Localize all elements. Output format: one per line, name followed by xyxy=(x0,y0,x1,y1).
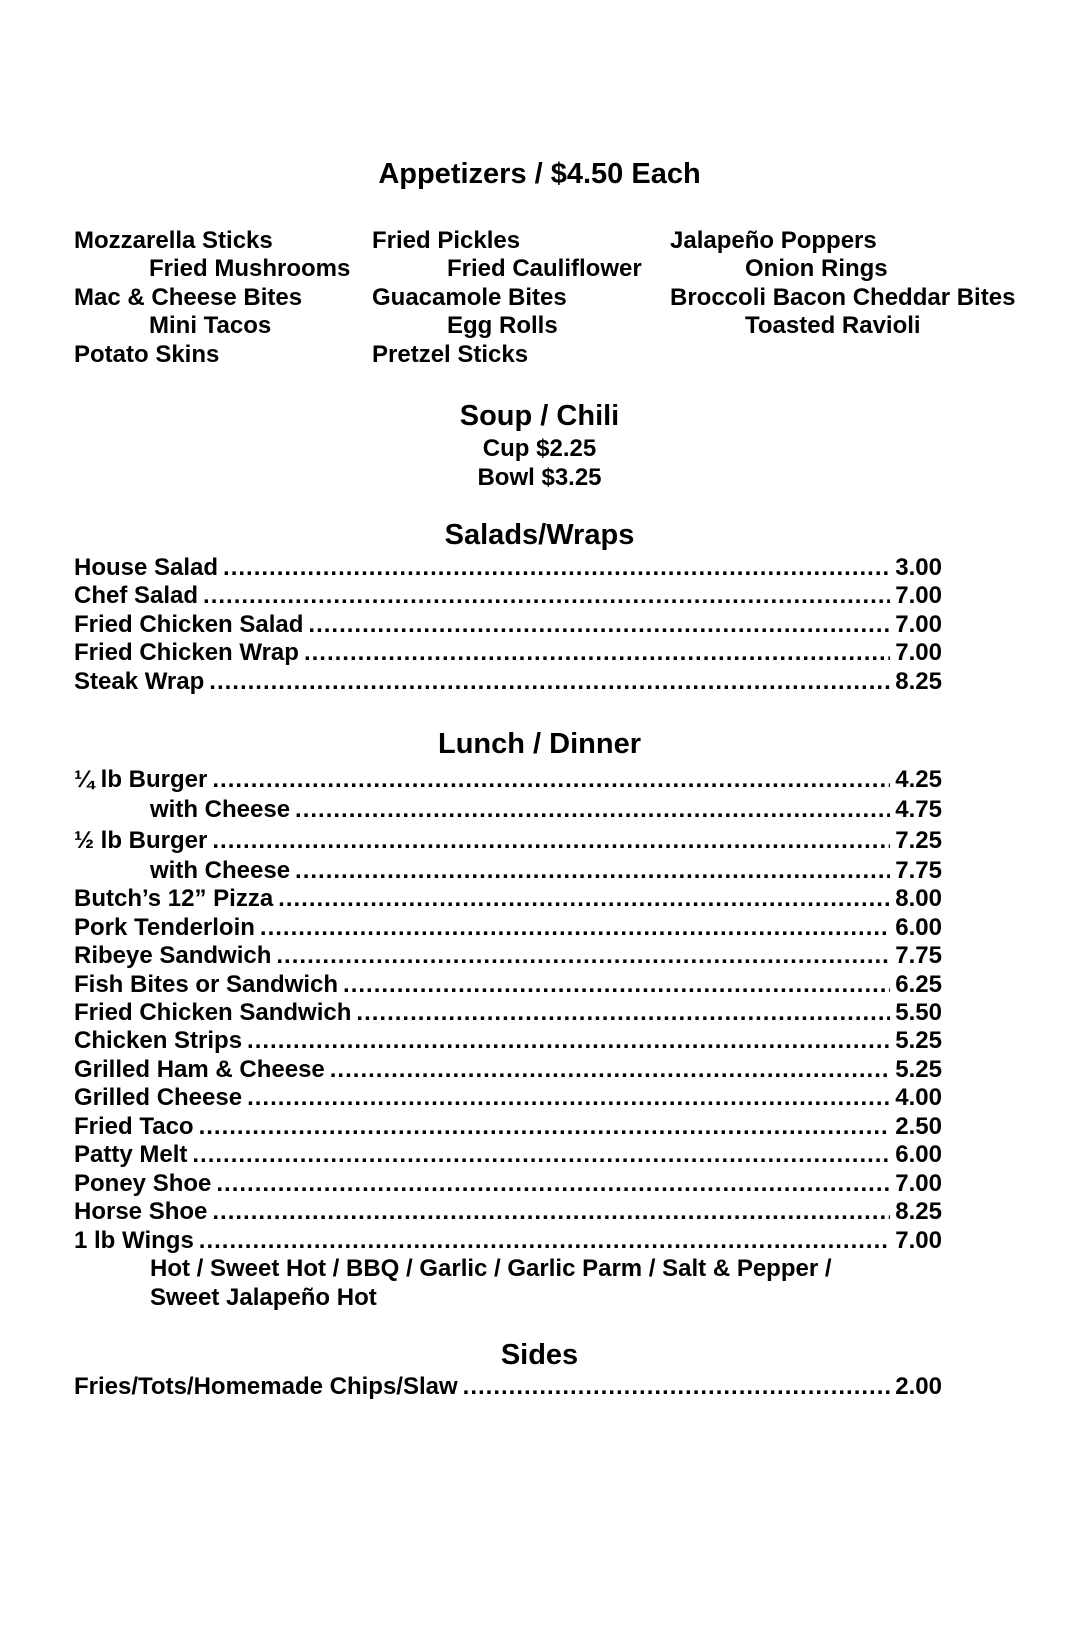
menu-row: Fried Taco ..... 2.50 xyxy=(74,1113,942,1141)
appetizer-item: Egg Rolls xyxy=(447,312,558,339)
menu-row: Chicken Strips ..... 5.25 xyxy=(74,1027,942,1055)
menu-row: Fish Bites or Sandwich ..... 6.25 xyxy=(74,971,942,999)
menu-row: 1 lb Wings ..... 7.00 xyxy=(74,1227,942,1255)
appetizer-item: Onion Rings xyxy=(745,255,888,282)
appetizer-item: Mozzarella Sticks xyxy=(74,227,273,254)
menu-row: with Cheese ..... 7.75 xyxy=(150,857,942,885)
wing-flavors: Hot / Sweet Hot / BBQ / Garlic / Garlic Parm / Salt & Pepper / xyxy=(150,1255,832,1282)
menu-row: Fried Chicken Salad ..... 7.00 xyxy=(74,611,942,639)
appetizer-item: Potato Skins xyxy=(74,341,220,368)
menu-row: Fries/Tots/Homemade Chips/Slaw ..... 2.00 xyxy=(74,1373,942,1401)
appetizer-item: Broccoli Bacon Cheddar Bites xyxy=(670,284,1016,311)
appetizer-item: Fried Pickles xyxy=(372,227,521,254)
appetizer-item: Pretzel Sticks xyxy=(372,341,529,368)
menu-row: with Cheese ..... 4.75 xyxy=(150,796,942,824)
soup-bowl-price: Bowl $3.25 xyxy=(477,464,602,491)
appetizer-item: Jalapeño Poppers xyxy=(670,227,877,254)
menu-row: Horse Shoe ..... 8.25 xyxy=(74,1198,942,1226)
soup-heading: Soup / Chili xyxy=(459,400,620,432)
menu-row: Ribeye Sandwich ..... 7.75 xyxy=(74,942,942,970)
sides-heading: Sides xyxy=(500,1339,579,1371)
appetizer-item: Toasted Ravioli xyxy=(745,312,921,339)
menu-row: Fried Chicken Wrap ..... 7.00 xyxy=(74,639,942,667)
menu-row: ½ lb Burger ..... 7.25 xyxy=(74,827,942,855)
menu-row: Patty Melt ..... 6.00 xyxy=(74,1141,942,1169)
menu-row: Poney Shoe ..... 7.00 xyxy=(74,1170,942,1198)
menu-row: ¼ lb Burger ..... 4.25 xyxy=(74,766,942,794)
appetizer-item: Fried Mushrooms xyxy=(149,255,351,282)
appetizer-item: Mac & Cheese Bites xyxy=(74,284,303,311)
menu-row: Steak Wrap ..... 8.25 xyxy=(74,668,942,696)
salads-heading: Salads/Wraps xyxy=(444,519,635,551)
appetizers-heading: Appetizers / $4.50 Each xyxy=(378,158,701,190)
wing-flavors: Sweet Jalapeño Hot xyxy=(150,1284,377,1311)
menu-row: Pork Tenderloin ..... 6.00 xyxy=(74,914,942,942)
appetizer-item: Mini Tacos xyxy=(149,312,272,339)
appetizer-item: Guacamole Bites xyxy=(372,284,567,311)
menu-row: Butch’s 12” Pizza ..... 8.00 xyxy=(74,885,942,913)
menu-row: Grilled Ham & Cheese ..... 5.25 xyxy=(74,1056,942,1084)
menu-row: Grilled Cheese ..... 4.00 xyxy=(74,1084,942,1112)
lunch-heading: Lunch / Dinner xyxy=(438,728,641,760)
appetizer-item: Fried Cauliflower xyxy=(447,255,642,282)
soup-cup-price: Cup $2.25 xyxy=(482,435,597,462)
menu-row: Chef Salad ..... 7.00 xyxy=(74,582,942,610)
menu-row: House Salad ..... 3.00 xyxy=(74,554,942,582)
menu-row: Fried Chicken Sandwich ..... 5.50 xyxy=(74,999,942,1027)
